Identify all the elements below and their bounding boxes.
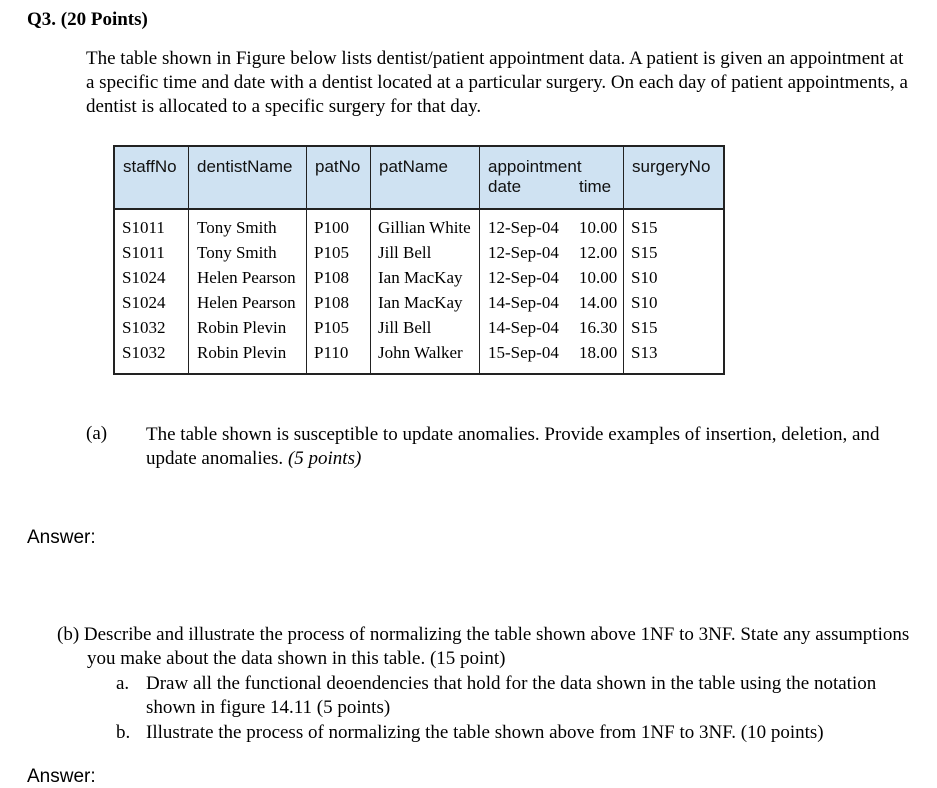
- cell-time: 14.00: [579, 293, 618, 312]
- header-dentistname: dentistName: [197, 157, 293, 176]
- part-b-sub-b: [116, 721, 926, 745]
- header-time: time: [579, 177, 612, 196]
- cell-dentistname: Tony Smith: [197, 243, 277, 262]
- cell-patname: Ian MacKay: [378, 268, 463, 287]
- header-appointment-label: appointment: [488, 157, 582, 176]
- table-row: [115, 243, 723, 268]
- table-row: [115, 293, 723, 318]
- cell-dentistname: Helen Pearson: [197, 293, 296, 312]
- cell-dentistname: Robin Plevin: [197, 318, 287, 337]
- table-row: [115, 218, 723, 243]
- cell-staffno: S1024: [122, 268, 166, 287]
- column-divider: [623, 147, 624, 208]
- header-surgeryno: surgeryNo: [632, 157, 711, 176]
- cell-patname: Gillian White: [378, 218, 471, 237]
- cell-dentistname: Robin Plevin: [197, 343, 287, 362]
- cell-date: 12-Sep-04: [488, 218, 559, 237]
- cell-time: 12.00: [579, 243, 618, 262]
- answer-label-a: Answer:: [27, 527, 96, 548]
- header-staffno: staffNo: [123, 157, 177, 176]
- header-appointment: [488, 147, 612, 208]
- appointment-table: [113, 145, 725, 375]
- cell-surgeryno: S15: [631, 318, 658, 337]
- cell-date: 14-Sep-04: [488, 318, 559, 337]
- cell-staffno: S1011: [122, 243, 165, 262]
- part-b-question: [57, 623, 927, 671]
- cell-date: 15-Sep-04: [488, 343, 559, 362]
- answer-label-b: Answer:: [27, 766, 96, 787]
- cell-time: 18.00: [579, 343, 618, 362]
- cell-dentistname: Helen Pearson: [197, 268, 296, 287]
- part-a-question: [146, 423, 926, 471]
- cell-surgeryno: S10: [631, 268, 658, 287]
- cell-date: 12-Sep-04: [488, 243, 559, 262]
- cell-time: 10.00: [579, 268, 618, 287]
- cell-surgeryno: S10: [631, 293, 658, 312]
- cell-date: 12-Sep-04: [488, 268, 559, 287]
- table-row: [115, 343, 723, 368]
- table-row: [115, 318, 723, 343]
- cell-staffno: S1032: [122, 318, 166, 337]
- cell-patname: John Walker: [378, 343, 463, 362]
- cell-patno: P100: [314, 218, 349, 237]
- cell-time: 16.30: [579, 318, 618, 337]
- cell-staffno: S1032: [122, 343, 166, 362]
- cell-patno: P105: [314, 243, 349, 262]
- cell-patname: Jill Bell: [378, 243, 432, 262]
- cell-surgeryno: S13: [631, 343, 658, 362]
- part-b-sub-a: [116, 672, 926, 720]
- cell-patno: P108: [314, 268, 349, 287]
- sub-b-marker: b.: [116, 722, 131, 743]
- question-title: Q3. (20 Points): [27, 9, 148, 30]
- header-patname: patName: [379, 157, 448, 176]
- cell-date: 14-Sep-04: [488, 293, 559, 312]
- table-header: [115, 147, 723, 210]
- cell-dentistname: Tony Smith: [197, 218, 277, 237]
- cell-patname: Jill Bell: [378, 318, 432, 337]
- cell-patno: P105: [314, 318, 349, 337]
- intro-paragraph: The table shown in Figure below lists dentist/patient appointment data. A patient is given an appointment at a specific time and date with a dentist located at a particular surgery. On each day of patient appointments, a dentist is allocated to a specific surgery for that day.: [86, 48, 908, 117]
- cell-patno: P110: [314, 343, 349, 362]
- cell-staffno: S1011: [122, 218, 165, 237]
- cell-time: 10.00: [579, 218, 618, 237]
- header-date: date: [488, 177, 522, 196]
- sub-b-text: Illustrate the process of normalizing the table shown above from 1NF to 3NF. (10 points): [146, 722, 824, 743]
- cell-surgeryno: S15: [631, 218, 658, 237]
- header-patno: patNo: [315, 157, 361, 176]
- cell-patno: P108: [314, 293, 349, 312]
- cell-staffno: S1024: [122, 293, 166, 312]
- part-a-text: The table shown is susceptible to update anomalies. Provide examples of insertion, deletion, and update anomalies.: [146, 424, 880, 469]
- part-b-text: (b) Describe and illustrate the process of normalizing the table shown above 1NF to 3NF. State any assumptions you make about the data shown in this table. (15 point): [57, 624, 910, 669]
- cell-surgeryno: S15: [631, 243, 658, 262]
- question-intro: [86, 47, 916, 119]
- table-row: [115, 268, 723, 293]
- part-a-label: (a): [86, 423, 108, 444]
- sub-a-text: Draw all the functional deoendencies that hold for the data shown in the table using the notation shown in figure 14.11 (5 points): [146, 673, 877, 718]
- cell-patname: Ian MacKay: [378, 293, 463, 312]
- part-a-points: (5 points): [287, 448, 362, 469]
- sub-a-marker: a.: [116, 673, 130, 694]
